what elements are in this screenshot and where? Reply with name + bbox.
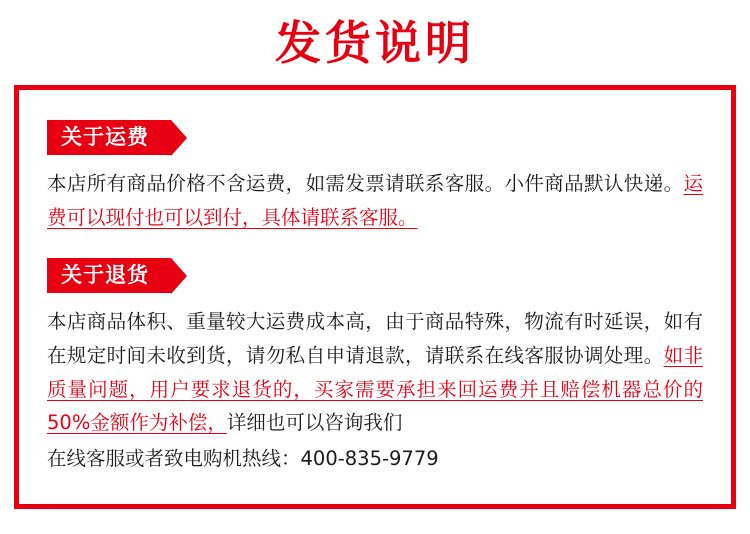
shipping-fee-text-plain: 本店所有商品价格不含运费，如需发票请联系客服。小件商品默认快递。 bbox=[47, 172, 684, 196]
section-flag-shipping-fee: 关于运费 bbox=[47, 120, 171, 155]
section-shipping-fee bbox=[47, 120, 703, 234]
returns-text-plain-tail: 详细也可以咨询我们 bbox=[226, 411, 403, 435]
returns-text-plain: 本店商品体积、重量较大运费成本高，由于商品特殊，物流有时延误，如有在规定时间未收到货，请勿私自申请退款，请联系在线客服协调处理。 bbox=[47, 310, 703, 367]
returns-text-highlight: 如非质量问题，用户要求退货的，买家需要承担来回运费并且赔偿机器总价的50%金额作为补偿， bbox=[47, 343, 703, 435]
section-returns bbox=[47, 258, 703, 475]
shipping-fee-text-highlight: 运费可以现付也可以到付，具体请联系客服。 bbox=[47, 172, 703, 229]
page-title: 发货说明 bbox=[275, 16, 475, 70]
notice-frame bbox=[14, 85, 736, 509]
section-body-shipping-fee bbox=[47, 167, 703, 234]
section-flag-returns: 关于退货 bbox=[47, 258, 171, 293]
customer-service-hotline: 在线客服或者致电购机热线：400-835-9779 bbox=[47, 446, 439, 470]
section-body-returns bbox=[47, 305, 703, 439]
